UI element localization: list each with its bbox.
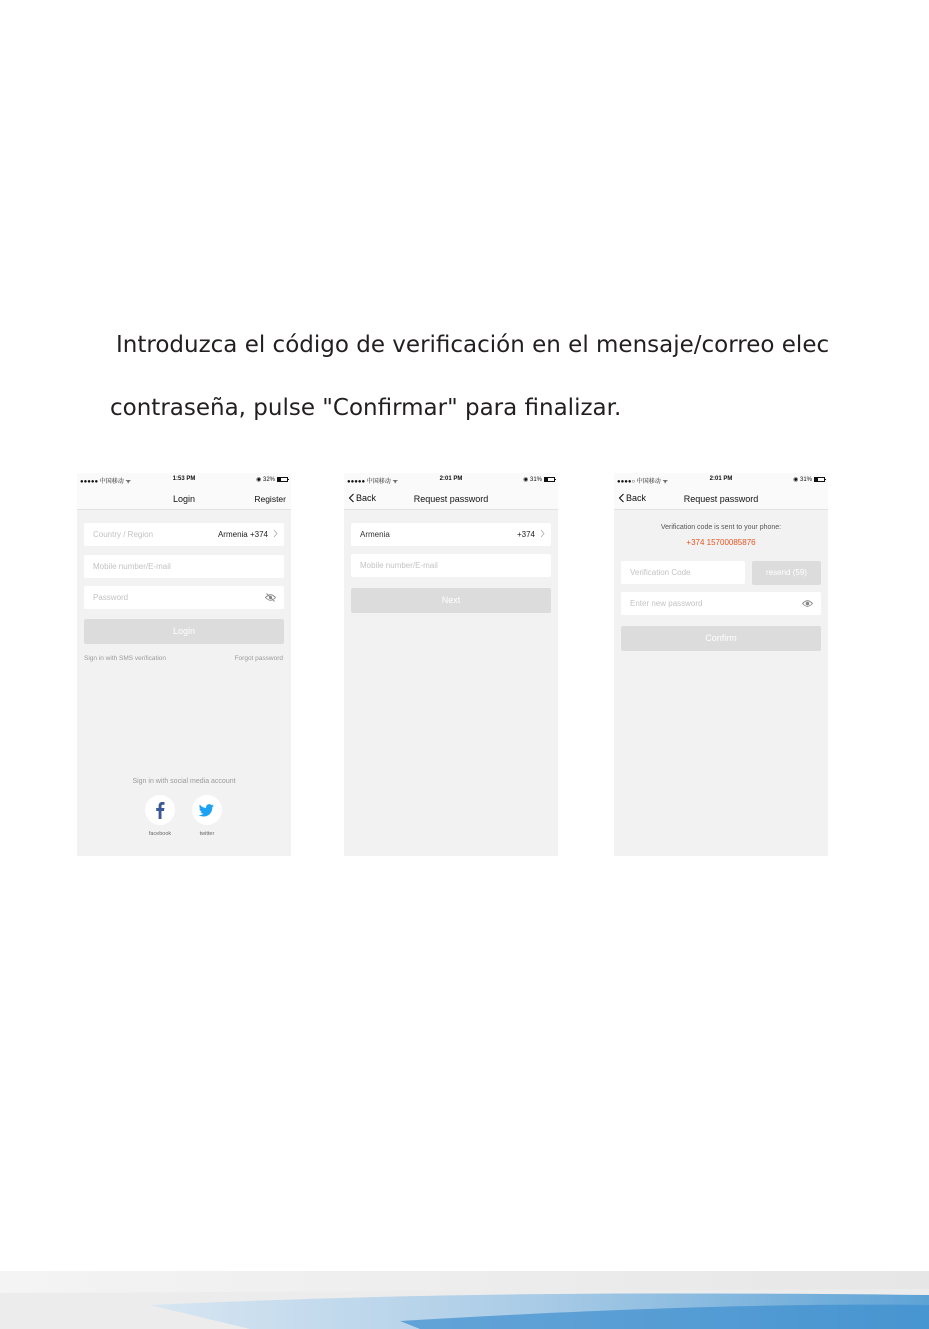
login-button[interactable]: Login: [84, 619, 284, 644]
new-password-input[interactable]: [621, 592, 821, 615]
page-title: Request password: [683, 494, 759, 504]
eye-off-icon[interactable]: [265, 593, 276, 602]
page-title: Login: [172, 494, 196, 504]
battery-icon: [814, 477, 825, 482]
login-screen: [77, 473, 291, 856]
request-password-screen: [344, 473, 558, 856]
back-label: Back: [356, 493, 377, 503]
facebook-icon: [145, 795, 175, 825]
chevron-right-icon: [540, 529, 545, 538]
facebook-label: facebook: [148, 831, 172, 837]
twitter-icon: [192, 795, 222, 825]
nav-bar: [614, 488, 828, 510]
footer-wave-decoration: [0, 1265, 929, 1329]
status-time: 2:01 PM: [439, 476, 463, 482]
sms-login-link[interactable]: Sign in with SMS verification: [84, 655, 167, 662]
instruction-line-1: Introduzca el código de verificación en el mensaje/correo elec: [116, 332, 830, 358]
code-sent-message: Verification code is sent to your phone:: [660, 524, 782, 531]
country-value: Armenia: [360, 530, 390, 539]
facebook-button[interactable]: [145, 795, 175, 825]
status-time: 2:01 PM: [709, 476, 733, 482]
battery-status: [793, 476, 825, 483]
twitter-label: twitter: [199, 831, 215, 837]
page-title: Request password: [413, 494, 489, 504]
country-label: Country / Region: [93, 530, 154, 539]
forgot-password-link[interactable]: Forgot password: [234, 655, 283, 662]
confirm-button[interactable]: Confirm: [621, 626, 821, 651]
carrier-signal: ●●●●○ 中国移动 ᯤ: [617, 479, 668, 485]
chevron-right-icon: [273, 529, 278, 538]
mobile-email-input[interactable]: [84, 555, 284, 578]
status-time: 1:53 PM: [172, 476, 196, 482]
country-selector[interactable]: [351, 523, 551, 546]
country-selector[interactable]: [84, 523, 284, 546]
register-link[interactable]: Register: [254, 494, 286, 504]
back-label: Back: [626, 493, 647, 503]
next-button[interactable]: Next: [351, 588, 551, 613]
new-password-placeholder: Enter new password: [630, 599, 703, 608]
battery-icon: [544, 477, 555, 482]
instruction-line-2: contraseña, pulse "Confirmar" para finalizar.: [110, 395, 622, 421]
battery-status: [256, 476, 288, 483]
mobile-email-input[interactable]: [351, 554, 551, 577]
mobile-placeholder: Mobile number/E-mail: [93, 562, 171, 571]
eye-icon[interactable]: [802, 599, 813, 608]
nav-bar: [77, 488, 291, 510]
carrier-signal: ●●●●● 中国移动 ᯤ: [347, 479, 398, 485]
resend-button[interactable]: resend (59): [752, 561, 821, 585]
phone-number: +374 15700085876: [686, 538, 756, 547]
verification-screen: [614, 473, 828, 856]
battery-percent: ◉ 32%: [256, 477, 275, 483]
verification-code-input[interactable]: [621, 561, 745, 584]
password-input[interactable]: [84, 586, 284, 609]
status-bar: [77, 473, 291, 488]
battery-percent: ◉ 31%: [523, 477, 542, 483]
password-placeholder: Password: [93, 593, 129, 602]
battery-icon: [277, 477, 288, 482]
country-code: +374: [516, 530, 535, 539]
battery-percent: ◉ 31%: [793, 477, 812, 483]
status-bar: [614, 473, 828, 488]
social-title: Sign in with social media account: [132, 778, 236, 785]
carrier-signal: ●●●●● 中国移动 ᯤ: [80, 479, 131, 485]
country-value: Armenia +374: [217, 530, 268, 539]
code-placeholder: Verification Code: [630, 568, 691, 577]
battery-status: [523, 476, 555, 483]
nav-bar: [344, 488, 558, 510]
twitter-button[interactable]: [192, 795, 222, 825]
status-bar: [344, 473, 558, 488]
mobile-placeholder: Mobile number/E-mail: [360, 561, 438, 570]
